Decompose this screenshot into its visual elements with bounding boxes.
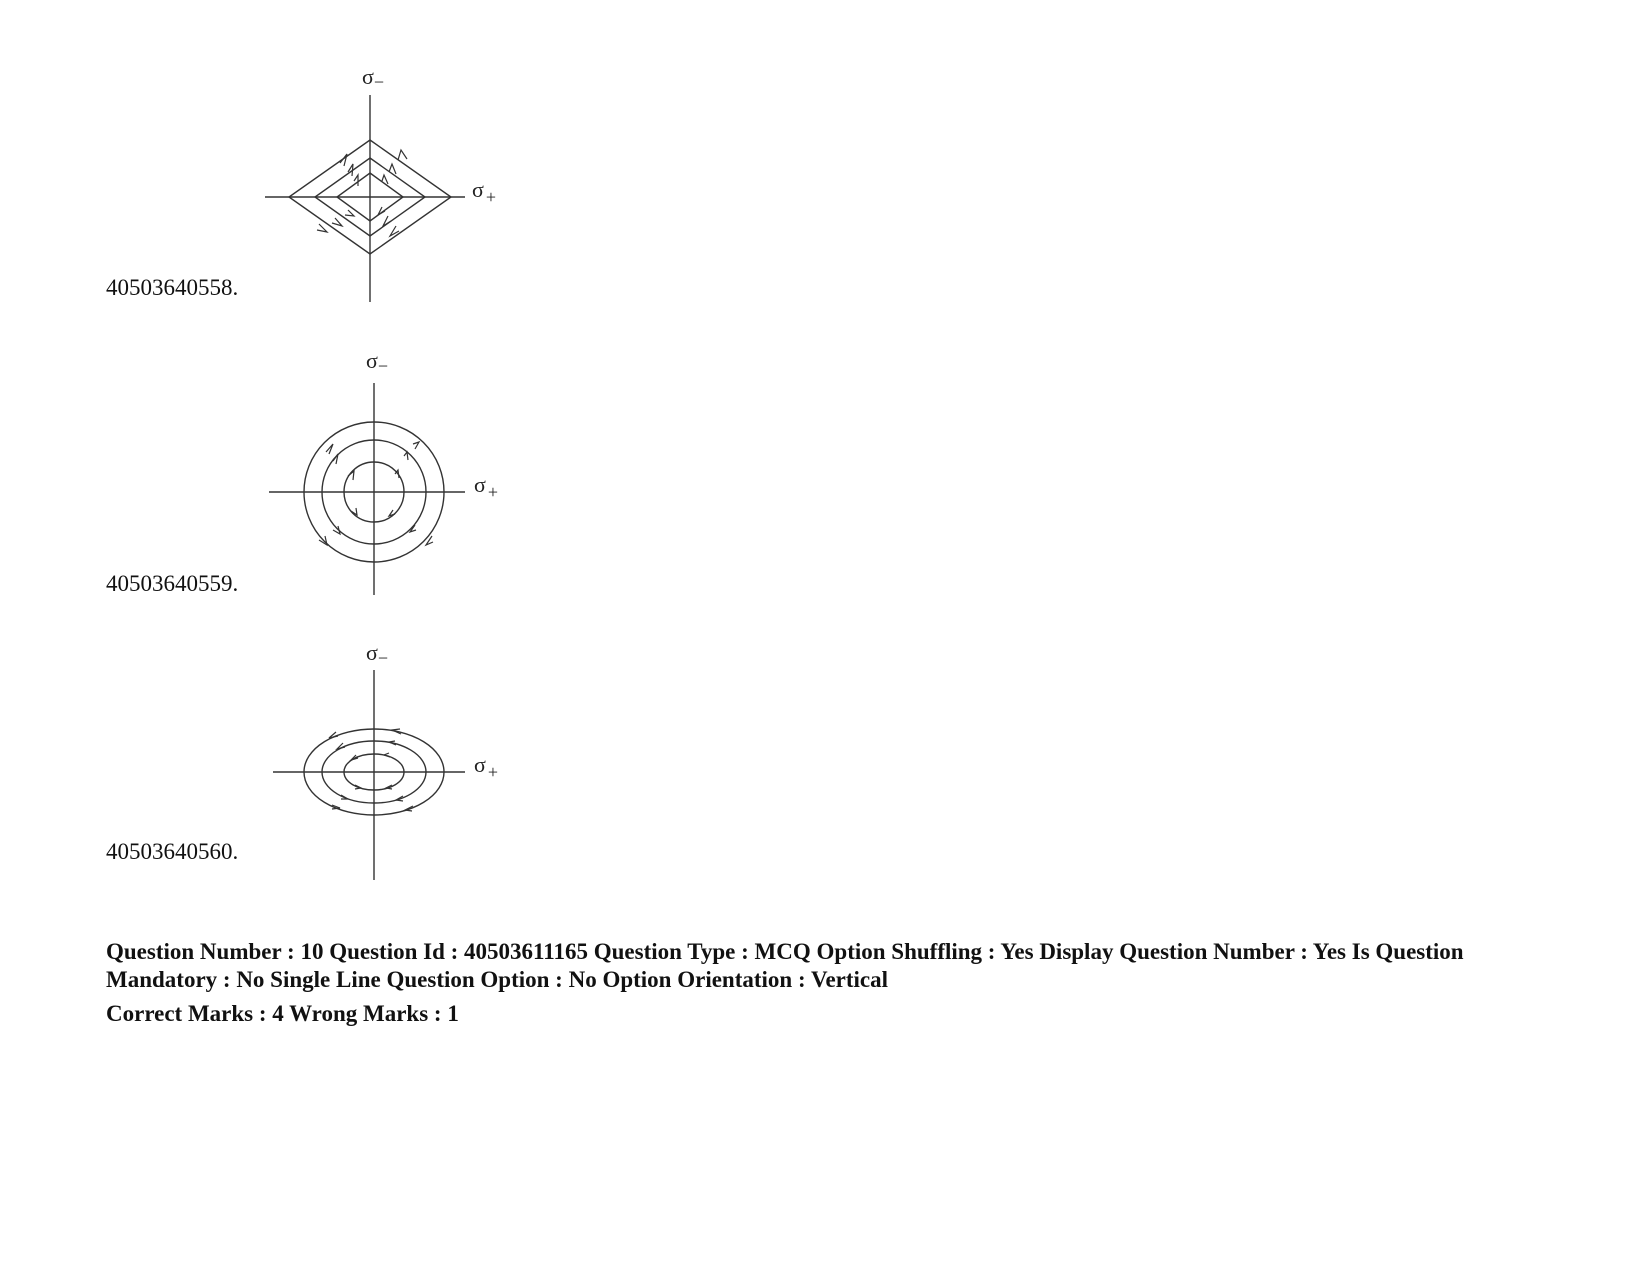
- axis-label-sigma-minus: σ−: [366, 348, 389, 376]
- axis-label-sigma-plus: σ $_+$: [474, 472, 499, 502]
- option-id: 40503640560.: [106, 839, 239, 864]
- axis-label-sigma-plus: σ $_+$: [474, 752, 499, 782]
- elliptical-phase-portrait: [255, 635, 535, 885]
- option-id: 40503640558.: [106, 275, 239, 300]
- circular-phase-portrait: [255, 350, 535, 600]
- diamond-phase-portrait: [255, 60, 535, 310]
- axis-label-sigma-minus: σ−: [362, 64, 385, 92]
- marks-info: Correct Marks : 4 Wrong Marks : 1: [106, 1001, 459, 1026]
- axis-label-sigma-minus: σ−: [366, 640, 389, 668]
- option-id: 40503640559.: [106, 571, 239, 596]
- question-metadata: Question Number : 10 Question Id : 40503611165 Question Type : MCQ Option Shuffling : Yes Display Question Number : Yes Is Question Mandatory : No Single Line Question Option : No Option Orientation : Vertical: [106, 939, 1464, 992]
- axis-label-sigma-plus: σ $_+$: [472, 177, 497, 207]
